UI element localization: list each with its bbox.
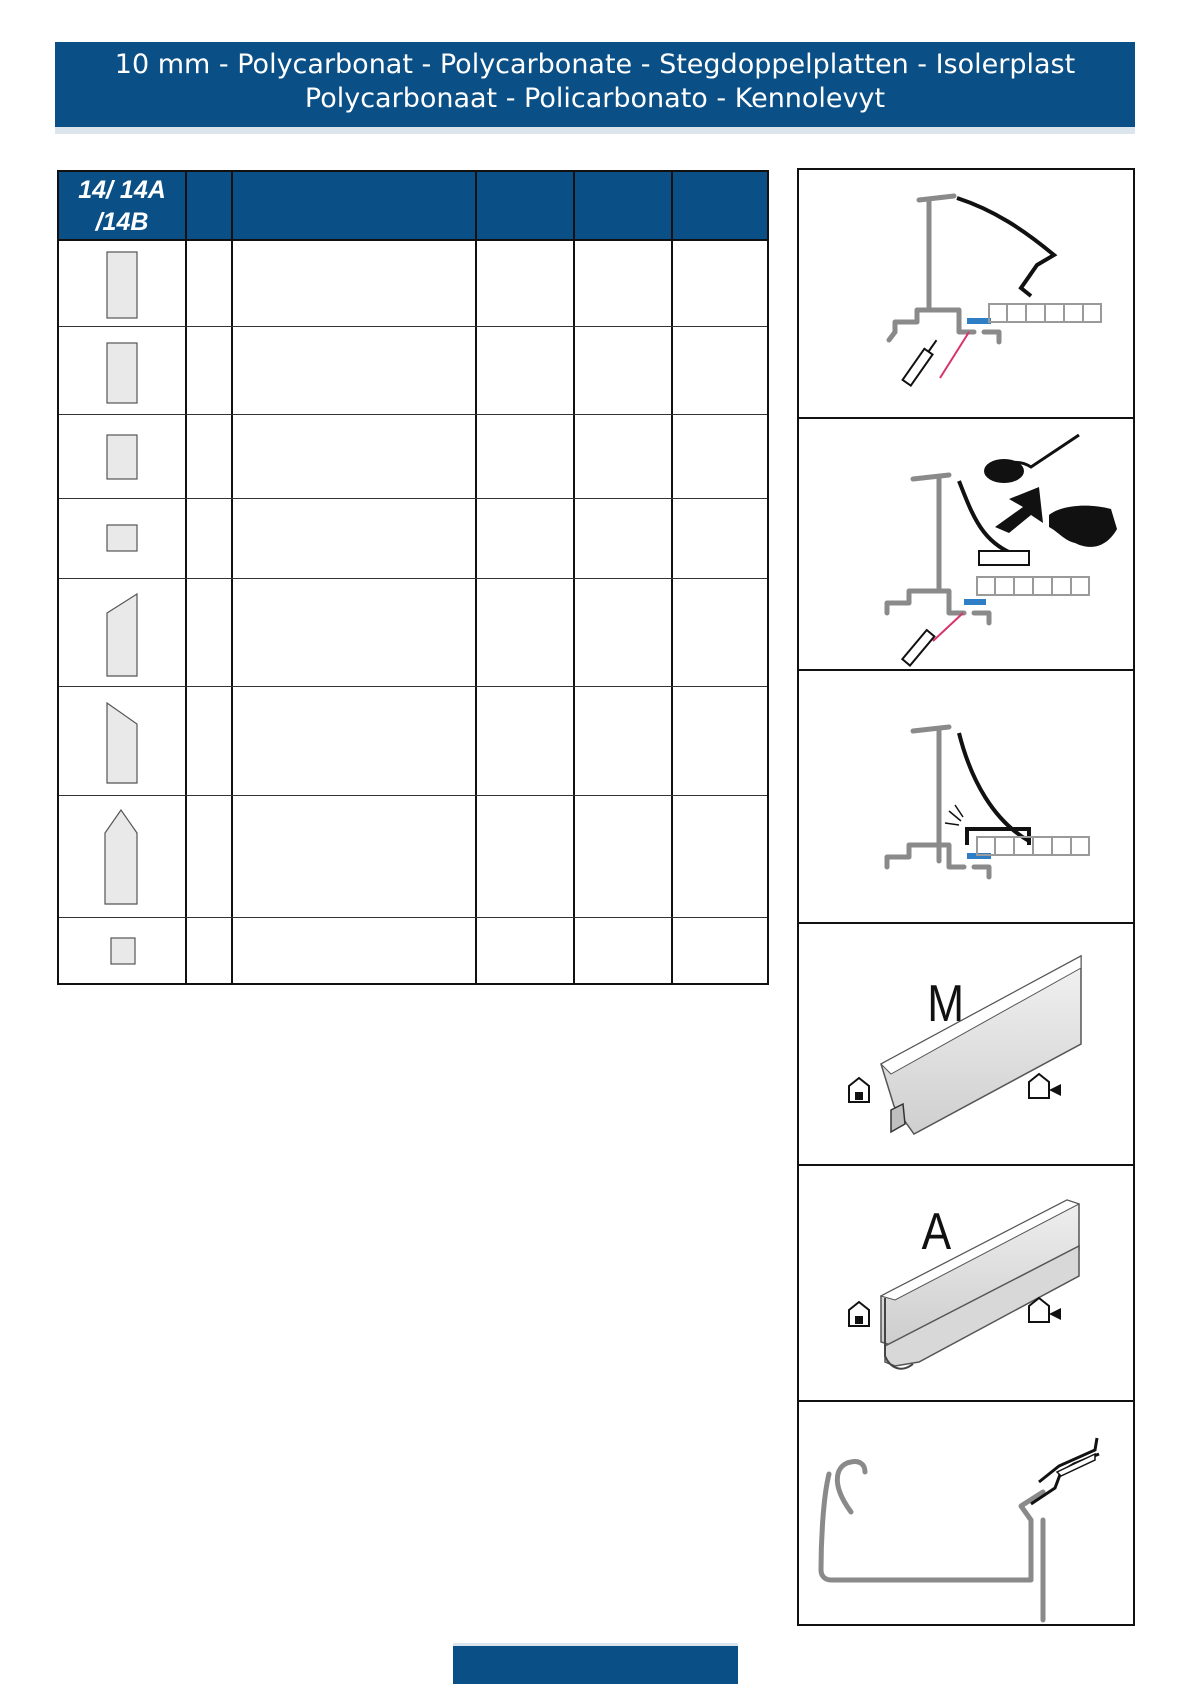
pointed-rectangle-icon (104, 809, 138, 905)
panel-click-step (799, 671, 1133, 922)
tall-rectangle-icon (106, 251, 138, 319)
row-divider (59, 326, 767, 327)
parts-table (57, 170, 769, 985)
code-label-line2: /14B (95, 208, 149, 236)
footer-bar (453, 1643, 738, 1684)
header-underline (55, 127, 1135, 134)
row-divider (59, 498, 767, 499)
profile-a-label: A (921, 1203, 952, 1261)
header-title-line1: 10 mm - Polycarbonat - Polycarbonate - Stegdoppelplatten - Isolerplast (114, 49, 1076, 80)
column-header-code (59, 172, 185, 239)
profile-a-illustration (799, 1166, 1133, 1400)
gutter-illustration (799, 1402, 1133, 1626)
glazing-strip-click-illustration (799, 671, 1133, 922)
panel-seal-step (799, 170, 1133, 417)
code-label-line1: 14/ 14A (78, 176, 166, 204)
illustration-panels (797, 168, 1135, 1626)
tall-rectangle-icon (106, 342, 138, 404)
glazing-profile-seal-illustration (799, 170, 1133, 417)
profile-m-label: M (927, 975, 965, 1033)
panel-profile-m (799, 924, 1133, 1164)
small-square-icon (110, 937, 136, 965)
row-divider (59, 686, 767, 687)
panel-profile-a (799, 1166, 1133, 1400)
panel-gutter (799, 1402, 1133, 1626)
row-divider (59, 917, 767, 918)
panel-press-step (799, 419, 1133, 669)
glazing-strip-press-illustration (799, 419, 1133, 669)
row-divider (59, 414, 767, 415)
row-divider (59, 795, 767, 796)
right-bevel-rectangle-icon (106, 702, 138, 784)
table-header (59, 172, 767, 241)
page-header (55, 42, 1135, 127)
medium-rectangle-icon (106, 434, 138, 480)
header-title-line2: Polycarbonaat - Policarbonato - Kennolevyt (304, 83, 886, 114)
profile-m-illustration (799, 924, 1133, 1164)
row-divider (59, 578, 767, 579)
small-rectangle-icon (106, 524, 138, 552)
left-bevel-rectangle-icon (106, 593, 138, 677)
